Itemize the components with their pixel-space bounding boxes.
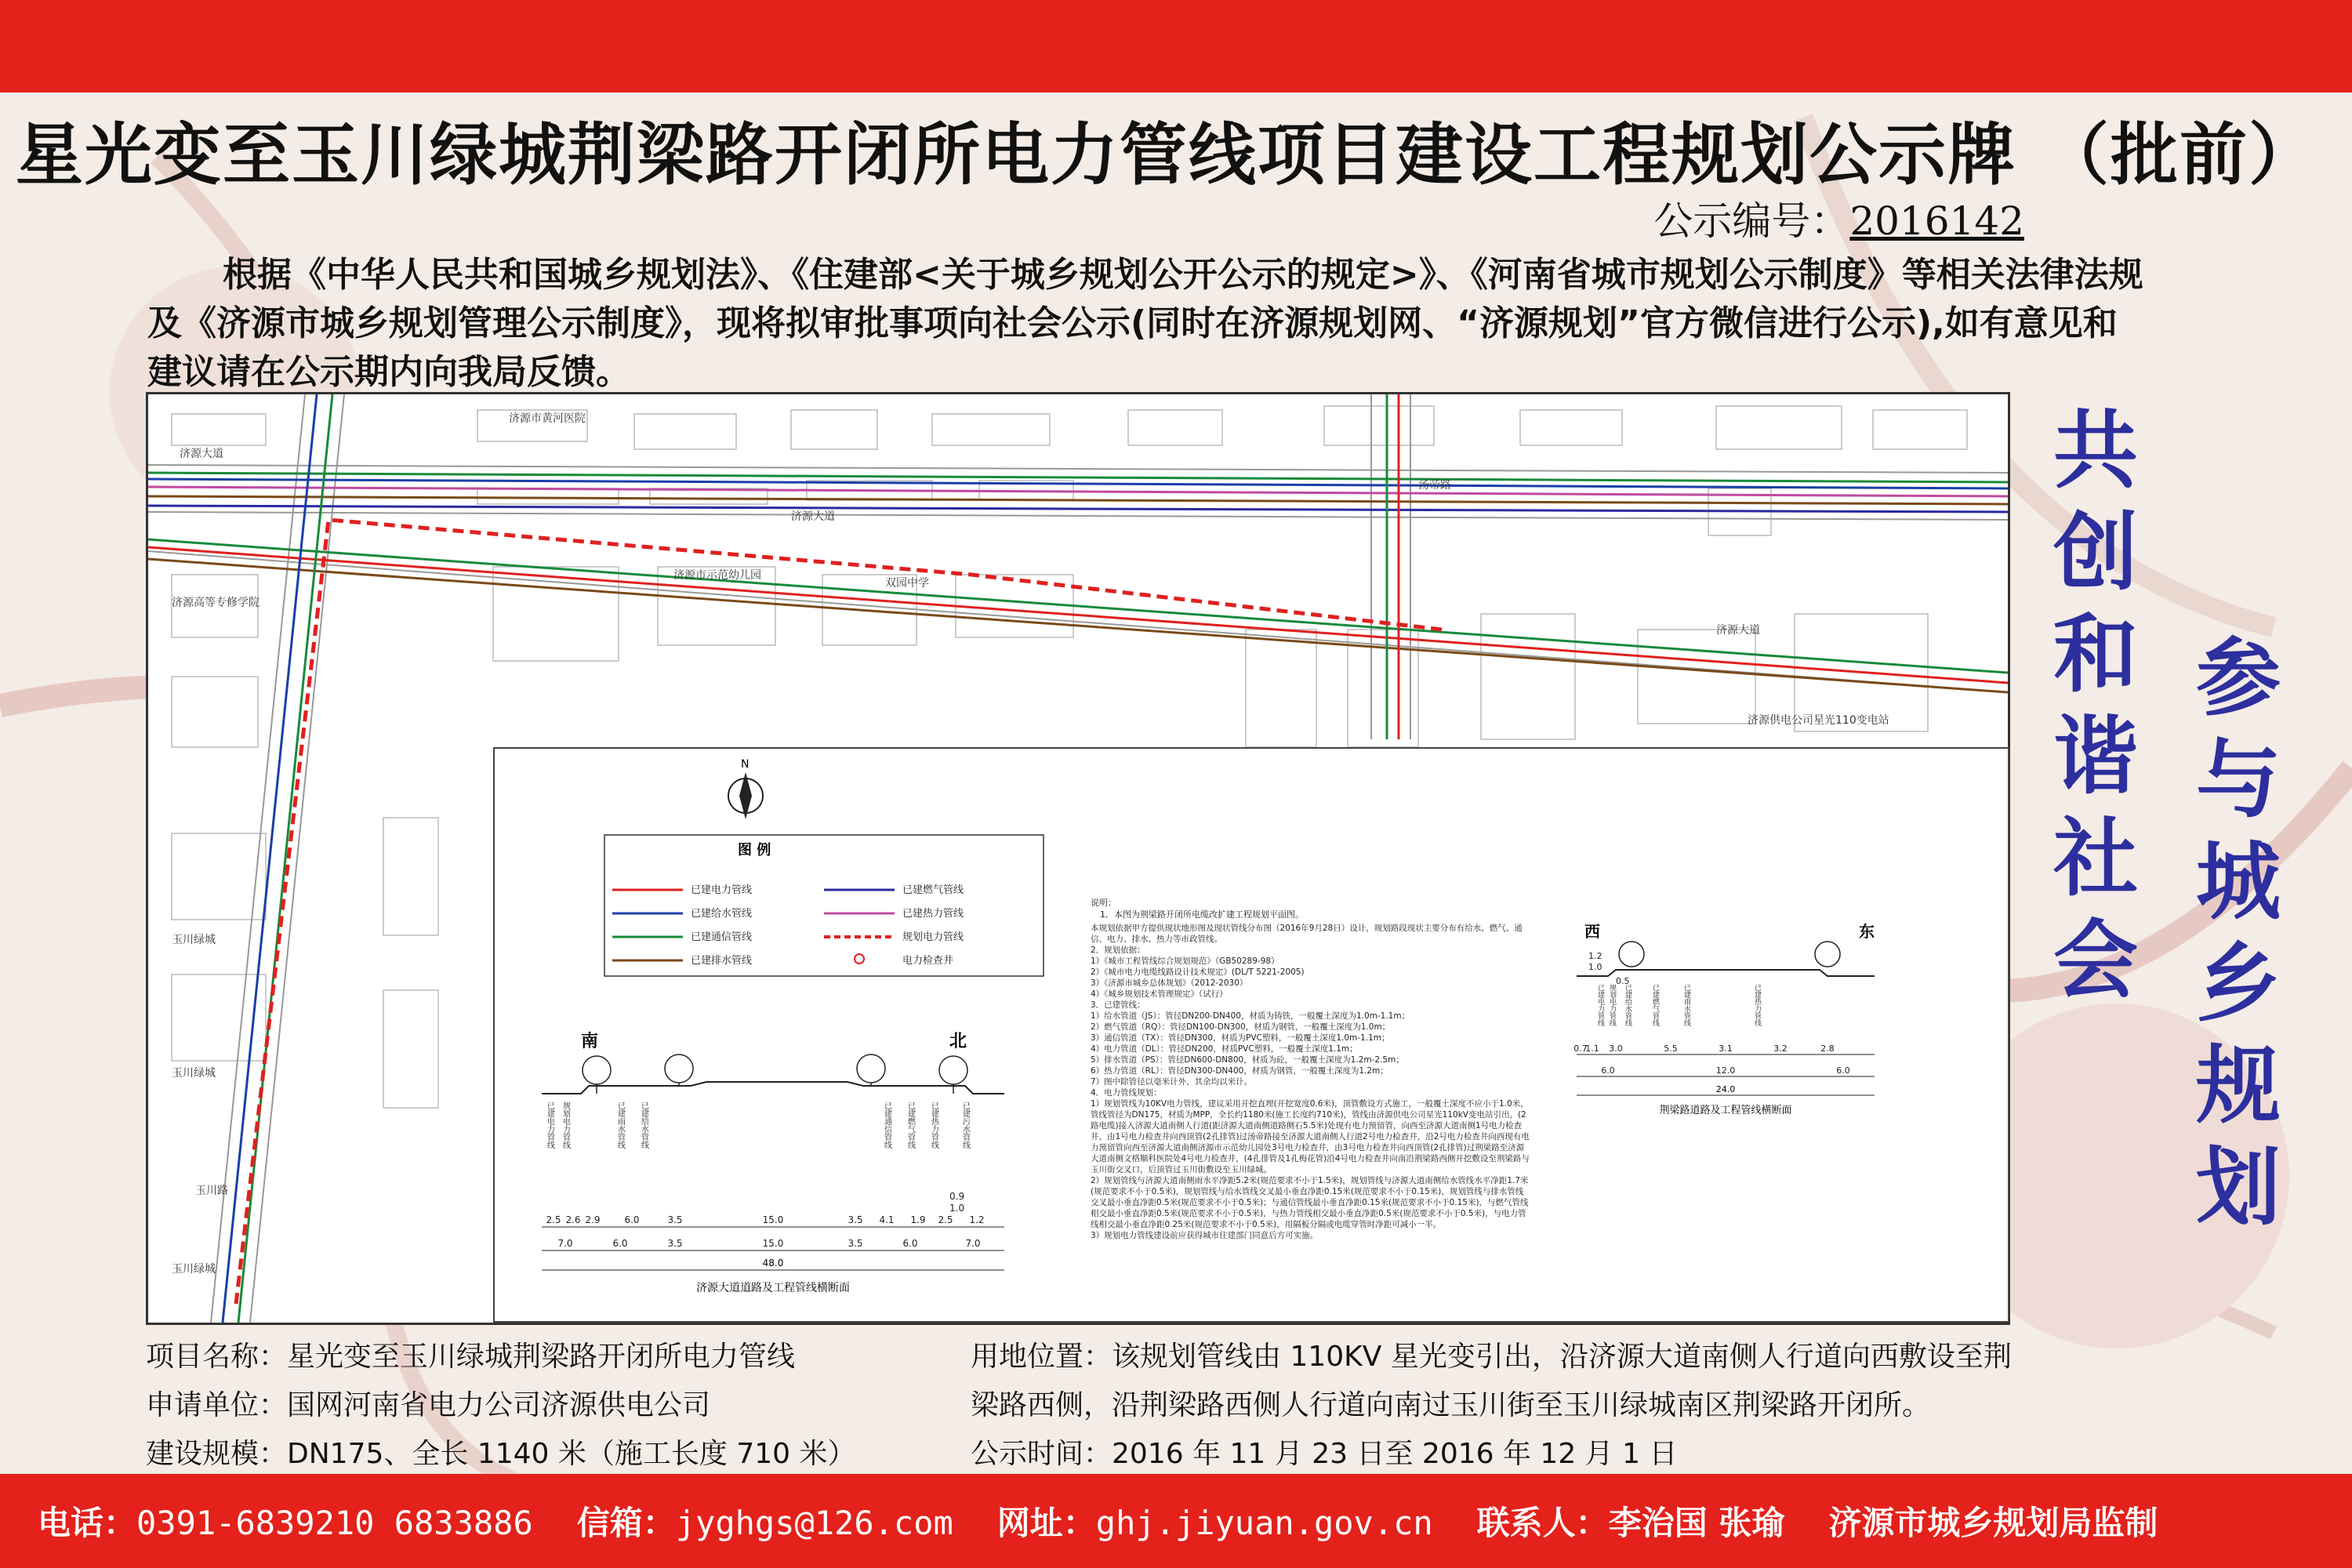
detail-drawing <box>495 749 2005 1318</box>
label-yuchuan-left: 玉川绿城 <box>172 934 216 946</box>
dim-l-top-10: 1.2 <box>969 1214 985 1225</box>
note-12: 4）电力管道（DL）：管径DN200，材质PVC塑料，一般覆土深度1.1m； <box>1091 1044 1358 1054</box>
cross-section-left <box>542 1031 1004 1294</box>
pipe-label-l7: 已建污水管线 <box>960 1102 970 1149</box>
label-middle-school: 双园中学 <box>885 577 929 590</box>
note-0: 说明： <box>1091 898 1116 908</box>
dim-r-mid-1: 12.0 <box>1715 1065 1736 1076</box>
legend-title: 图 例 <box>738 842 771 858</box>
location-label: 用地位置： <box>971 1341 1112 1373</box>
dim-l-mid-3: 15.0 <box>762 1238 784 1249</box>
pipe-label-r1: 规划电力管线 <box>1608 984 1616 1026</box>
offset-r2: 0.5 <box>1616 976 1630 986</box>
dim-r-top-5: 3.2 <box>1773 1044 1788 1054</box>
legend-label-7: 电力检查井 <box>902 955 954 967</box>
note-16: 4．电力管线规划： <box>1091 1088 1162 1098</box>
legend-label-6: 已建排水管线 <box>691 955 753 967</box>
pipe-label-l2: 已建雨水管线 <box>615 1102 625 1149</box>
pipe-label-r5: 已建热力管线 <box>1753 984 1761 1026</box>
dim-l-top-7: 4.1 <box>879 1214 895 1225</box>
project-info-right <box>971 1333 2021 1479</box>
manhole-icon <box>855 954 864 964</box>
north-arrow-icon <box>728 758 763 819</box>
page-title: 星光变至玉川绿城荆梁路开闭所电力管线项目建设工程规划公示牌 （批前） <box>16 116 2318 194</box>
project-name-row <box>146 1333 855 1381</box>
legend-label-2: 已建给水管线 <box>691 908 753 920</box>
dim-l-mid-5: 6.0 <box>902 1238 918 1249</box>
label-tangjie: 汤帝路 <box>1418 479 1451 492</box>
slogan-left: 共创和谐社会 <box>2053 401 2138 1010</box>
label-road-mid: 济源大道 <box>791 510 835 523</box>
supervisor: 济源市城乡规划局监制 <box>1828 1504 2158 1542</box>
dim-l-mid-1: 6.0 <box>612 1238 628 1249</box>
note-14: 6）热力管道（RL）：管径DN300-DN400，材质为钢管，一般覆土深度为1.2m； <box>1091 1066 1388 1076</box>
label-hospital: 济源市黄河医院 <box>509 412 586 425</box>
phone-label: 电话： <box>38 1504 137 1542</box>
top-banner <box>0 0 2352 93</box>
dim-l-mid-2: 3.5 <box>667 1238 683 1249</box>
north-label: N <box>741 758 750 771</box>
pipe-label-l3: 已建给水管线 <box>639 1102 648 1149</box>
label-kindergarten: 济源市示范幼儿园 <box>673 569 761 582</box>
note-9: 1）给水管道（JS）：管径DN200-DN400，材质为铸铁，一般覆土深度为1.0m-1.1m； <box>1091 1011 1410 1021</box>
dim-r-top-4: 3.1 <box>1719 1044 1733 1054</box>
legend-label-3: 已建热力管线 <box>902 908 964 920</box>
note-5: 2）《城市电力电缆线路设计技术规定》(DL/T 5221-2005) <box>1091 967 1305 977</box>
contact-label: 联系人： <box>1476 1504 1609 1542</box>
legend-box <box>604 835 1044 976</box>
contact: 李治国 张瑜 <box>1608 1504 1785 1542</box>
contact-block <box>1477 1497 1785 1544</box>
legend-label-5: 规划电力管线 <box>902 931 964 943</box>
label-yuchuan-bottom: 玉川绿城 <box>172 1263 216 1276</box>
mail[interactable]: jyghgs@126.com <box>675 1504 953 1542</box>
label-yuchuan-street: 玉川路 <box>195 1185 228 1197</box>
notes <box>1091 898 1530 1315</box>
note-18: 2）规划管线与济源大道南侧雨水平净距5.2米(规范要求不小于1.5米)，规划管线与济源大道南侧给水管线水平净距1.7米(规范要求不小于0.5米)，规划管线与给水管线交叉最小垂直净距0.15米(规范要求不小于0.15米)，规划管线与排水管线交叉最小垂直净距0.5米(规范要求不小于0.5米)；与通信管线最小垂直净距0.15米(规范要求不小于0.15米)，与燃气管线相交最小垂直净距0.5米(规范要求不小于0.5米)，与热力管线相交最小垂直净距0.5米(规范要求不小于0.5米)，与电力管线相交最小垂直净距0.25米(规范要求不小于0.5米)，用隔板分隔或电缆穿管时净距可减小一半。 <box>1091 1176 1529 1229</box>
legend-label-0: 已建电力管线 <box>691 884 753 896</box>
period-label: 公示时间： <box>971 1438 1112 1470</box>
dim-l-top-9: 2.5 <box>938 1214 953 1225</box>
location-row <box>971 1333 2021 1430</box>
project-name-label: 项目名称： <box>146 1341 288 1373</box>
scale: DN175、全长 1140 米（施工长度 710 米） <box>287 1438 856 1470</box>
pipe-label-l6: 已建热力管线 <box>929 1102 938 1149</box>
note-11: 3）通信管道（TX）：管径DN300，材质为PVC塑料，一般覆土深度1.0m-1.1m； <box>1091 1033 1390 1043</box>
note-2: 本规划依据甲方提供现状地形图及现状管线分布图（2016年9月28日）设计，规划路段现状主要分布有给水、燃气、通信、电力、排水、热力等市政管线。 <box>1091 924 1523 944</box>
website[interactable]: ghj.jiyuan.gov.cn <box>1095 1504 1433 1542</box>
dim-l-mid-6: 7.0 <box>965 1238 981 1249</box>
note-3: 2．规划依据： <box>1091 946 1145 955</box>
section-right-west: 西 <box>1584 922 1600 941</box>
web-block <box>997 1497 1433 1544</box>
pipe-label-r3: 已建燃气管线 <box>1651 984 1659 1026</box>
planning-drawing <box>146 392 2010 1325</box>
section-left-north: 北 <box>949 1032 967 1051</box>
applicant-label: 申请单位： <box>146 1389 288 1421</box>
period: 2016 年 11 月 23 日至 2016 年 12 月 1 日 <box>1112 1438 1678 1470</box>
offset-r1: 1.0 <box>1588 962 1602 972</box>
notice-value: 2016142 <box>1849 198 2024 244</box>
dim-l-total: 48.0 <box>762 1258 784 1269</box>
section-left-caption: 济源大道道路及工程管线横断面 <box>696 1282 850 1294</box>
section-right-caption: 荆梁路道路及工程管线横断面 <box>1659 1105 1792 1116</box>
mail-block <box>577 1497 953 1544</box>
label-road-right: 济源大道 <box>1716 624 1760 637</box>
project-name: 星光变至玉川绿城荆梁路开闭所电力管线 <box>287 1341 796 1373</box>
applicant: 国网河南省电力公司济源供电公司 <box>287 1389 711 1421</box>
dim-l-mid-0: 7.0 <box>557 1238 573 1249</box>
pipe-label-l5: 已建燃气管线 <box>906 1102 915 1149</box>
label-school: 济源高等专修学院 <box>172 597 260 609</box>
mail-label: 信箱： <box>576 1504 676 1542</box>
notice-number <box>1653 190 2024 246</box>
dim-l-top-8: 1.9 <box>910 1214 926 1225</box>
section-left-south: 南 <box>581 1032 599 1051</box>
offset-l1: 1.0 <box>949 1203 965 1214</box>
offset-r0: 1.2 <box>1588 951 1602 961</box>
detail-panel <box>493 747 2009 1323</box>
pipe-label-r0: 已建电力管线 <box>1596 984 1604 1026</box>
dim-r-mid-0: 6.0 <box>1601 1065 1615 1076</box>
scale-row <box>146 1430 855 1479</box>
dim-l-top-6: 3.5 <box>848 1214 863 1225</box>
note-19: 3）规划电力管线建设前应获得城市住建部门同意后方可实施。 <box>1091 1231 1319 1240</box>
dim-r-top-1: 1.1 <box>1585 1044 1599 1054</box>
footer-banner <box>0 1474 2352 1568</box>
dim-r-mid-2: 6.0 <box>1836 1065 1850 1076</box>
legend-label-4: 已建通信管线 <box>691 931 753 943</box>
pipe-label-l4: 已建通信管线 <box>882 1102 891 1149</box>
note-7: 4）《城乡规划技术管理规定》（试行） <box>1091 989 1228 999</box>
phone: 0391-6839210 6833886 <box>136 1504 533 1542</box>
note-13: 5）排水管道（PS）：管径DN600-DN800，材质为砼，一般覆土深度为1.2m-2.5m； <box>1091 1055 1404 1065</box>
note-10: 2）燃气管道（RQ）：管径DN100-DN300，材质为钢管，一般覆土深度为1.0m； <box>1091 1022 1391 1032</box>
intro-paragraph: 根据《中华人民共和国城乡规划法》、《住建部<关于城乡规划公开公示的规定>》、《河南省城市规划公示制度》等相关法律法规及《济源市城乡规划管理公示制度》，现将拟审批事项向社会公示(同时在济源规划网、“济源规划”官方微信进行公示),如有意见和建议请在公示期内向我局反馈。 <box>147 255 2143 392</box>
dim-r-top-2: 3.0 <box>1609 1044 1623 1054</box>
dim-l-top-3: 6.0 <box>624 1214 640 1225</box>
section-right-east: 东 <box>1859 922 1875 941</box>
pipe-label-l1: 规划电力管线 <box>561 1102 570 1149</box>
dim-r-top-3: 5.5 <box>1664 1044 1678 1054</box>
note-17: 1）规划管线为10KV电力管线，建议采用开挖直埋(开挖宽度0.6米)，顶管敷设方式施工，一般覆土深度不应小于1.0米，管线管径为DN175，材质为MPP，全长约1180米(施工长度约710米)，管线由济源供电公司星光110kV变电站引出，(2路电缆)接入济源大道南侧人行道(距济源大道南侧道路侧石5.5米)处现有电力预留管，向西至济源大道南侧1号电力检查井，由1号电力检查井向西顶管(2孔排管)过汤帝路接至济源大道南侧人行道2号电力检查井，沿2号电力检查井向西现有电力预留管向西至济源大道南侧济源市示范幼儿园处3号电力检查井，由3号电力检查井向西顶管(2孔排管)过荆梁路至济源大道南侧文格顺科医院处4号电力检查井，(4孔排管及1孔梅花管)沿4号电力检查井向南沿荆梁路西侧开挖敷设至荆梁路与玉川街交叉口，后顶管过玉川街敷设至玉川绿城。 <box>1091 1099 1530 1174</box>
dim-l-top-4: 3.5 <box>667 1214 683 1225</box>
period-row <box>971 1430 2021 1479</box>
slogan-right: 参与城乡规划 <box>2195 629 2281 1237</box>
label-yuchuan-right: 玉川绿城 <box>172 1067 216 1080</box>
dim-r-top-6: 2.8 <box>1820 1044 1835 1054</box>
dim-l-top-5: 15.0 <box>762 1214 784 1225</box>
offset-l0: 0.9 <box>949 1191 965 1202</box>
note-6: 3）《济源市城乡总体规划》（2012-2030） <box>1091 978 1248 988</box>
pipe-label-r4: 已建雨水管线 <box>1682 984 1690 1026</box>
scale-label: 建设规模： <box>146 1438 288 1470</box>
dim-l-top-2: 2.9 <box>585 1214 601 1225</box>
label-substation: 济源供电公司星光110变电站 <box>1748 714 1889 727</box>
web-label: 网址： <box>996 1504 1096 1542</box>
phone-block <box>38 1497 533 1544</box>
cross-section-right <box>1573 922 1875 1116</box>
dim-r-top-0: 0.7 <box>1573 1044 1588 1054</box>
dim-l-top-1: 2.6 <box>565 1214 581 1225</box>
note-8: 3．已建管线： <box>1091 1000 1145 1010</box>
pipe-label-l0: 已建电力管线 <box>545 1102 554 1149</box>
note-4: 1）《城市工程管线综合规划规范》（GB50289-98） <box>1091 956 1279 966</box>
applicant-row <box>146 1381 855 1430</box>
note-1: 1．本图为荆梁路开闭所电缆改扩建工程规划平面图。 <box>1100 909 1304 920</box>
dim-l-top-0: 2.5 <box>546 1214 561 1225</box>
notice-label: 公示编号： <box>1653 198 1850 244</box>
location: 该规划管线由 110KV 星光变引出，沿济源大道南侧人行道向西敷设至荆梁路西侧，沿荆梁路西侧人行道向南过玉川街至玉川绿城南区荆梁路开闭所。 <box>971 1341 2012 1421</box>
dim-r-total: 24.0 <box>1715 1084 1736 1094</box>
dim-l-mid-4: 3.5 <box>848 1238 863 1249</box>
pipe-label-r2: 已建给水管线 <box>1624 984 1632 1026</box>
label-road-top: 济源大道 <box>180 448 223 460</box>
legend-label-1: 已建燃气管线 <box>902 884 964 896</box>
project-info-left <box>146 1333 855 1479</box>
note-15: 7）图中除管径以毫米计外，其余均以米计。 <box>1091 1077 1253 1087</box>
